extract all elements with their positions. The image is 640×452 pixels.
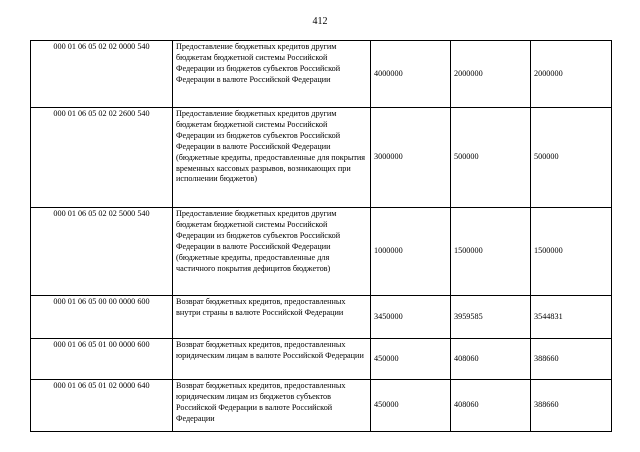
value-col-3: 1500000 xyxy=(531,208,612,296)
value-col-1: 450000 xyxy=(371,380,451,432)
value-col-3: 500000 xyxy=(531,108,612,208)
budget-code: 000 01 06 05 02 02 2600 540 xyxy=(31,108,173,208)
value-col-1: 3000000 xyxy=(371,108,451,208)
budget-code: 000 01 06 05 00 00 0000 600 xyxy=(31,296,173,339)
budget-table xyxy=(30,40,612,432)
budget-code: 000 01 06 05 01 02 0000 640 xyxy=(31,380,173,432)
value-col-3: 388660 xyxy=(531,339,612,380)
table-row xyxy=(31,380,612,432)
table-row xyxy=(31,208,612,296)
row-description: Возврат бюджетных кредитов, предоставленных внутри страны в валюте Российской Федерации xyxy=(173,296,371,339)
value-col-1: 450000 xyxy=(371,339,451,380)
row-description: Возврат бюджетных кредитов, предоставленных юридическим лицам в валюте Российской Федерации xyxy=(173,339,371,380)
budget-code: 000 01 06 05 01 00 0000 600 xyxy=(31,339,173,380)
value-col-3: 3544831 xyxy=(531,296,612,339)
budget-code: 000 01 06 05 02 02 5000 540 xyxy=(31,208,173,296)
row-description: Возврат бюджетных кредитов, предоставленных юридическим лицам из бюджетов субъектов Российской Федерации в валюте Российской Федерации xyxy=(173,380,371,432)
value-col-2: 2000000 xyxy=(451,41,531,108)
value-col-2: 408060 xyxy=(451,380,531,432)
row-description: Предоставление бюджетных кредитов другим бюджетам бюджетной системы Российской Федерации из бюджетов субъектов Российской Федерации в валюте Российской Федерации (бюджетные кредиты, предоставленные для частичного покрытия дефицитов бюджетов) xyxy=(173,208,371,296)
value-col-2: 3959585 xyxy=(451,296,531,339)
table-row xyxy=(31,296,612,339)
budget-code: 000 01 06 05 02 02 0000 540 xyxy=(31,41,173,108)
value-col-1: 1000000 xyxy=(371,208,451,296)
value-col-3: 2000000 xyxy=(531,41,612,108)
row-description: Предоставление бюджетных кредитов другим бюджетам бюджетной системы Российской Федерации из бюджетов субъектов Российской Федерации в валюте Российской Федерации xyxy=(173,41,371,108)
page-number: 412 xyxy=(312,16,328,27)
table-row xyxy=(31,339,612,380)
value-col-2: 1500000 xyxy=(451,208,531,296)
value-col-1: 4000000 xyxy=(371,41,451,108)
value-col-2: 408060 xyxy=(451,339,531,380)
value-col-3: 388660 xyxy=(531,380,612,432)
value-col-2: 500000 xyxy=(451,108,531,208)
table-row xyxy=(31,108,612,208)
value-col-1: 3450000 xyxy=(371,296,451,339)
row-description: Предоставление бюджетных кредитов другим бюджетам бюджетной системы Российской Федерации из бюджетов субъектов Российской Федерации в валюте Российской Федерации (бюджетные кредиты, предоставленные для покрытия временных кассовых разрывов, возникающих при исполнении бюджетов) xyxy=(173,108,371,208)
table-row xyxy=(31,41,612,108)
